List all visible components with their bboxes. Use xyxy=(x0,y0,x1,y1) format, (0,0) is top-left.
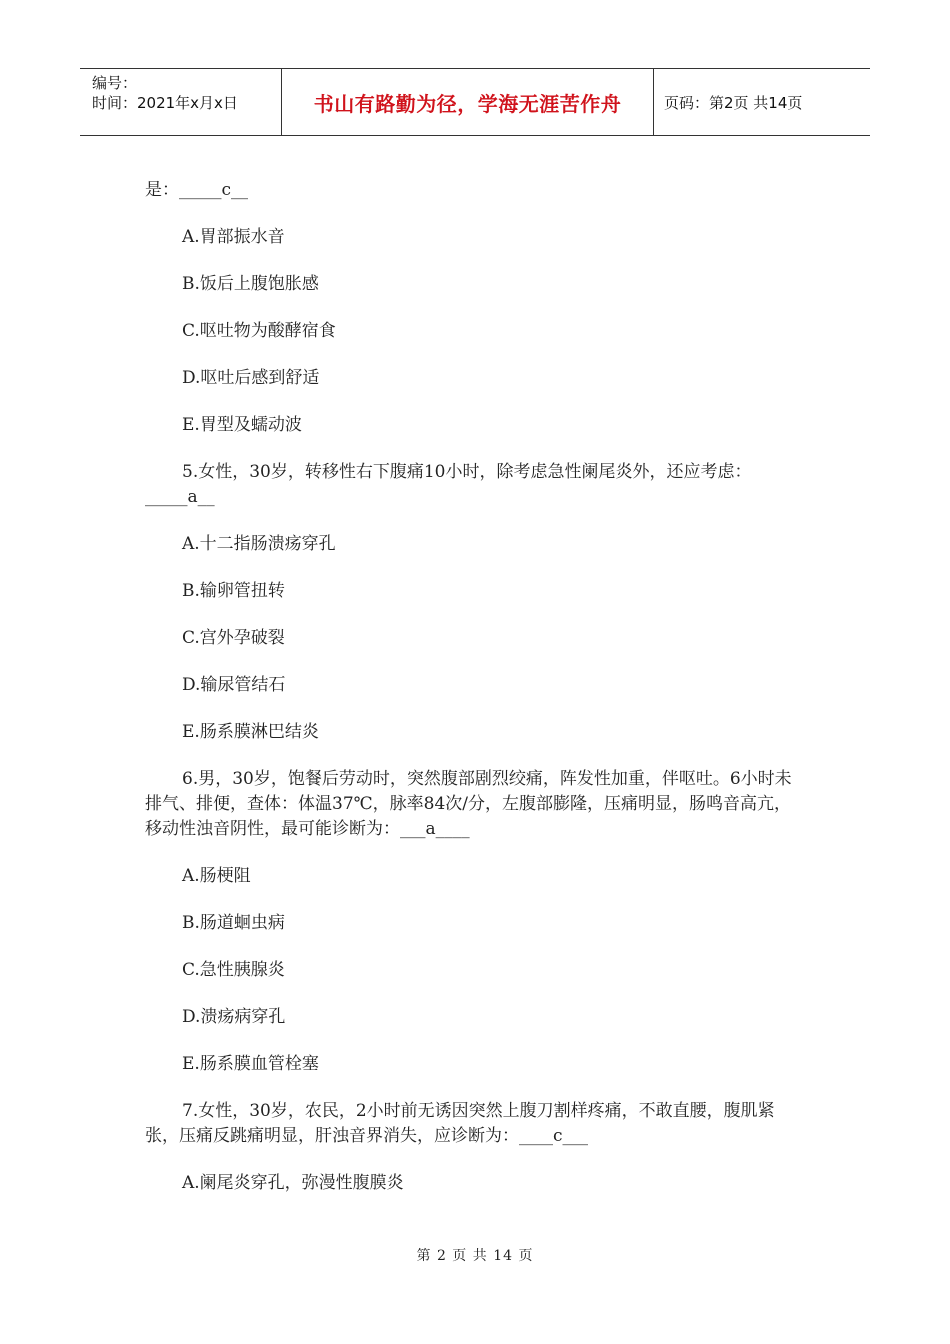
q5-option-d: D.输尿管结石 xyxy=(182,675,286,695)
q6-option-c: C.急性胰腺炎 xyxy=(182,960,285,980)
page-footer: 第 2 页 共 14 页 xyxy=(416,1248,534,1264)
q4-option-e: E.胃型及蠕动波 xyxy=(182,415,302,435)
q7-option-a: A.阑尾炎穿孔，弥漫性腹膜炎 xyxy=(182,1173,404,1193)
q5-option-b: B.输卵管扭转 xyxy=(182,581,285,601)
question-4-tail: 是：_____c__ xyxy=(145,180,249,200)
page-header xyxy=(80,68,870,136)
q6-option-b: B.肠道蛔虫病 xyxy=(182,913,285,933)
number-label: 编号： xyxy=(92,74,138,92)
q5-option-e: E.肠系膜淋巴结炎 xyxy=(182,722,319,742)
q6-option-e: E.肠系膜血管栓塞 xyxy=(182,1054,319,1074)
q4-option-b: B.饭后上腹饱胀感 xyxy=(182,274,319,294)
question-7-stem: 7.女性，30岁，农民，2小时前无诱因突然上腹刀割样疼痛，不敢直腰，腹肌紧张，压痛反跳痛明显，肝浊音界消失，应诊断为：____c___ xyxy=(145,1101,775,1146)
q6-option-d: D.溃疡病穿孔 xyxy=(182,1007,286,1027)
header-page-info: 页码：第2页 共14页 xyxy=(664,93,803,112)
question-6-stem: 6.男，30岁，饱餐后劳动时，突然腹部剧烈绞痛，阵发性加重，伴呕吐。6小时未排气、排便，查体：体温37℃，脉率84次/分，左腹部膨隆，压痛明显，肠鸣音高亢，移动性浊音阴性，最可能诊断为：___a____ xyxy=(145,769,792,839)
q4-option-a: A.胃部振水音 xyxy=(182,227,285,247)
time-label: 时间：2021年x月x日 xyxy=(92,94,238,112)
header-motto: 书山有路勤为径，学海无涯苦作舟 xyxy=(282,69,654,135)
q4-option-c: C.呕吐物为酸酵宿食 xyxy=(182,321,336,341)
q5-option-c: C.宫外孕破裂 xyxy=(182,628,285,648)
question-5-stem: 5.女性，30岁，转移性右下腹痛10小时，除考虑急性阑尾炎外，还应考虑：_____a__ xyxy=(145,462,752,507)
document-body xyxy=(145,178,795,1196)
q5-option-a: A.十二指肠溃疡穿孔 xyxy=(182,534,336,554)
q6-option-a: A.肠梗阻 xyxy=(182,866,251,886)
q4-option-d: D.呕吐后感到舒适 xyxy=(182,368,320,388)
header-meta xyxy=(80,69,282,135)
